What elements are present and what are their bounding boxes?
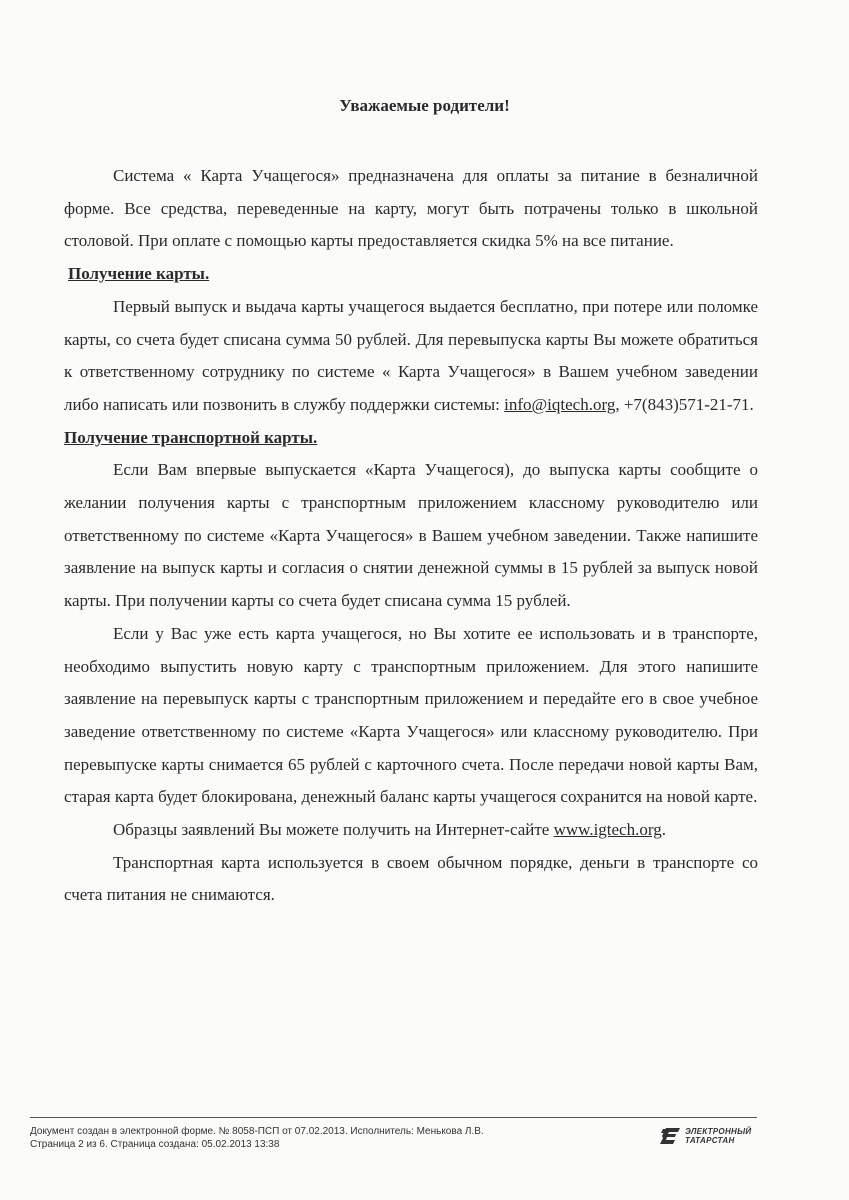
support-phone: , +7(843)571-21-71.	[615, 394, 754, 414]
document-body	[64, 160, 758, 912]
paragraph-reissue: Если у Вас уже есть карта учащегося, но Вы хотите ее использовать и в транспорте, необходимо выпустить новую карту с транспортным приложением. Для этого напишите заявление на перевыпуск карты с транспортным приложением и передайте его в свое учебное заведение ответственному по системе «Карта Учащегося» или классному руководителю. При перевыпуске карты снимается 65 рублей с карточного счета. После передачи новой карты Вам, старая карта будет блокирована, денежный баланс карты учащегося сохранится на новой карте.	[64, 623, 758, 807]
footer	[30, 1125, 484, 1151]
website-link[interactable]: www.igtech.org	[553, 820, 662, 840]
logo-text	[685, 1127, 751, 1145]
paragraph-card-issue	[64, 291, 758, 422]
electronic-tatarstan-logo-icon	[660, 1126, 682, 1146]
paragraph-first-issue: Если Вам впервые выпускается «Карта Учащегося), до выпуска карты сообщите о желании получения карты с транспортным приложением классному руководителю или ответственному по системе «Карта Учащегося» в Вашем учебном заведении. Также напишите заявление на выпуск карты и согласия о снятии денежной суммы в 15 рублей за выпуск новой карты. При получении карты со счета будет списана сумма 15 рублей.	[64, 460, 758, 611]
paragraph-samples	[64, 814, 758, 847]
logo-text-line-2: ТАТАРСТАН	[685, 1136, 735, 1145]
paragraph-samples-text: Образцы заявлений Вы можете получить на Интернет-сайте	[113, 820, 554, 840]
footer-document-info: Документ создан в электронной форме. № 8058-ПСП от 07.02.2013. Исполнитель: Менькова Л.В.	[30, 1126, 484, 1137]
heading-transport-card: Получение транспортной карты.	[64, 427, 318, 447]
paragraph-card-issue-text: Первый выпуск и выдача карты учащегося выдается бесплатно, при потере или поломке карты, со счета будет списана сумма 50 рублей. Для перевыпуска карты Вы можете обратиться к ответственному сотруднику по системе « Карта Учащегося» в Вашем учебном заведении либо написать или позвонить в службу поддержки системы:	[64, 296, 758, 414]
paragraph-samples-end: .	[661, 820, 666, 840]
footer-page-info: Страница 2 из 6. Страница создана: 05.02.2013 13:38	[30, 1139, 280, 1150]
paragraph-transport-usage: Транспортная карта используется в своем обычном порядке, деньги в транспорте со счета питания не снимаются.	[64, 852, 758, 905]
support-email-link[interactable]: info@iqtech.org	[504, 394, 616, 414]
footer-divider	[30, 1117, 757, 1118]
paragraph-intro: Система « Карта Учащегося» предназначена для оплаты за питание в безналичной форме. Все средства, переведенные на карту, могут быть потрачены только в школьной столовой. При оплате с помощью карты предоставляется скидка 5% на все питание.	[64, 166, 758, 251]
logo-text-line-1: ЭЛЕКТРОННЫЙ	[685, 1127, 752, 1136]
electronic-tatarstan-logo	[660, 1124, 751, 1148]
heading-card-receiving: Получение карты.	[68, 264, 210, 284]
page-title: Уважаемые родители!	[339, 96, 510, 115]
